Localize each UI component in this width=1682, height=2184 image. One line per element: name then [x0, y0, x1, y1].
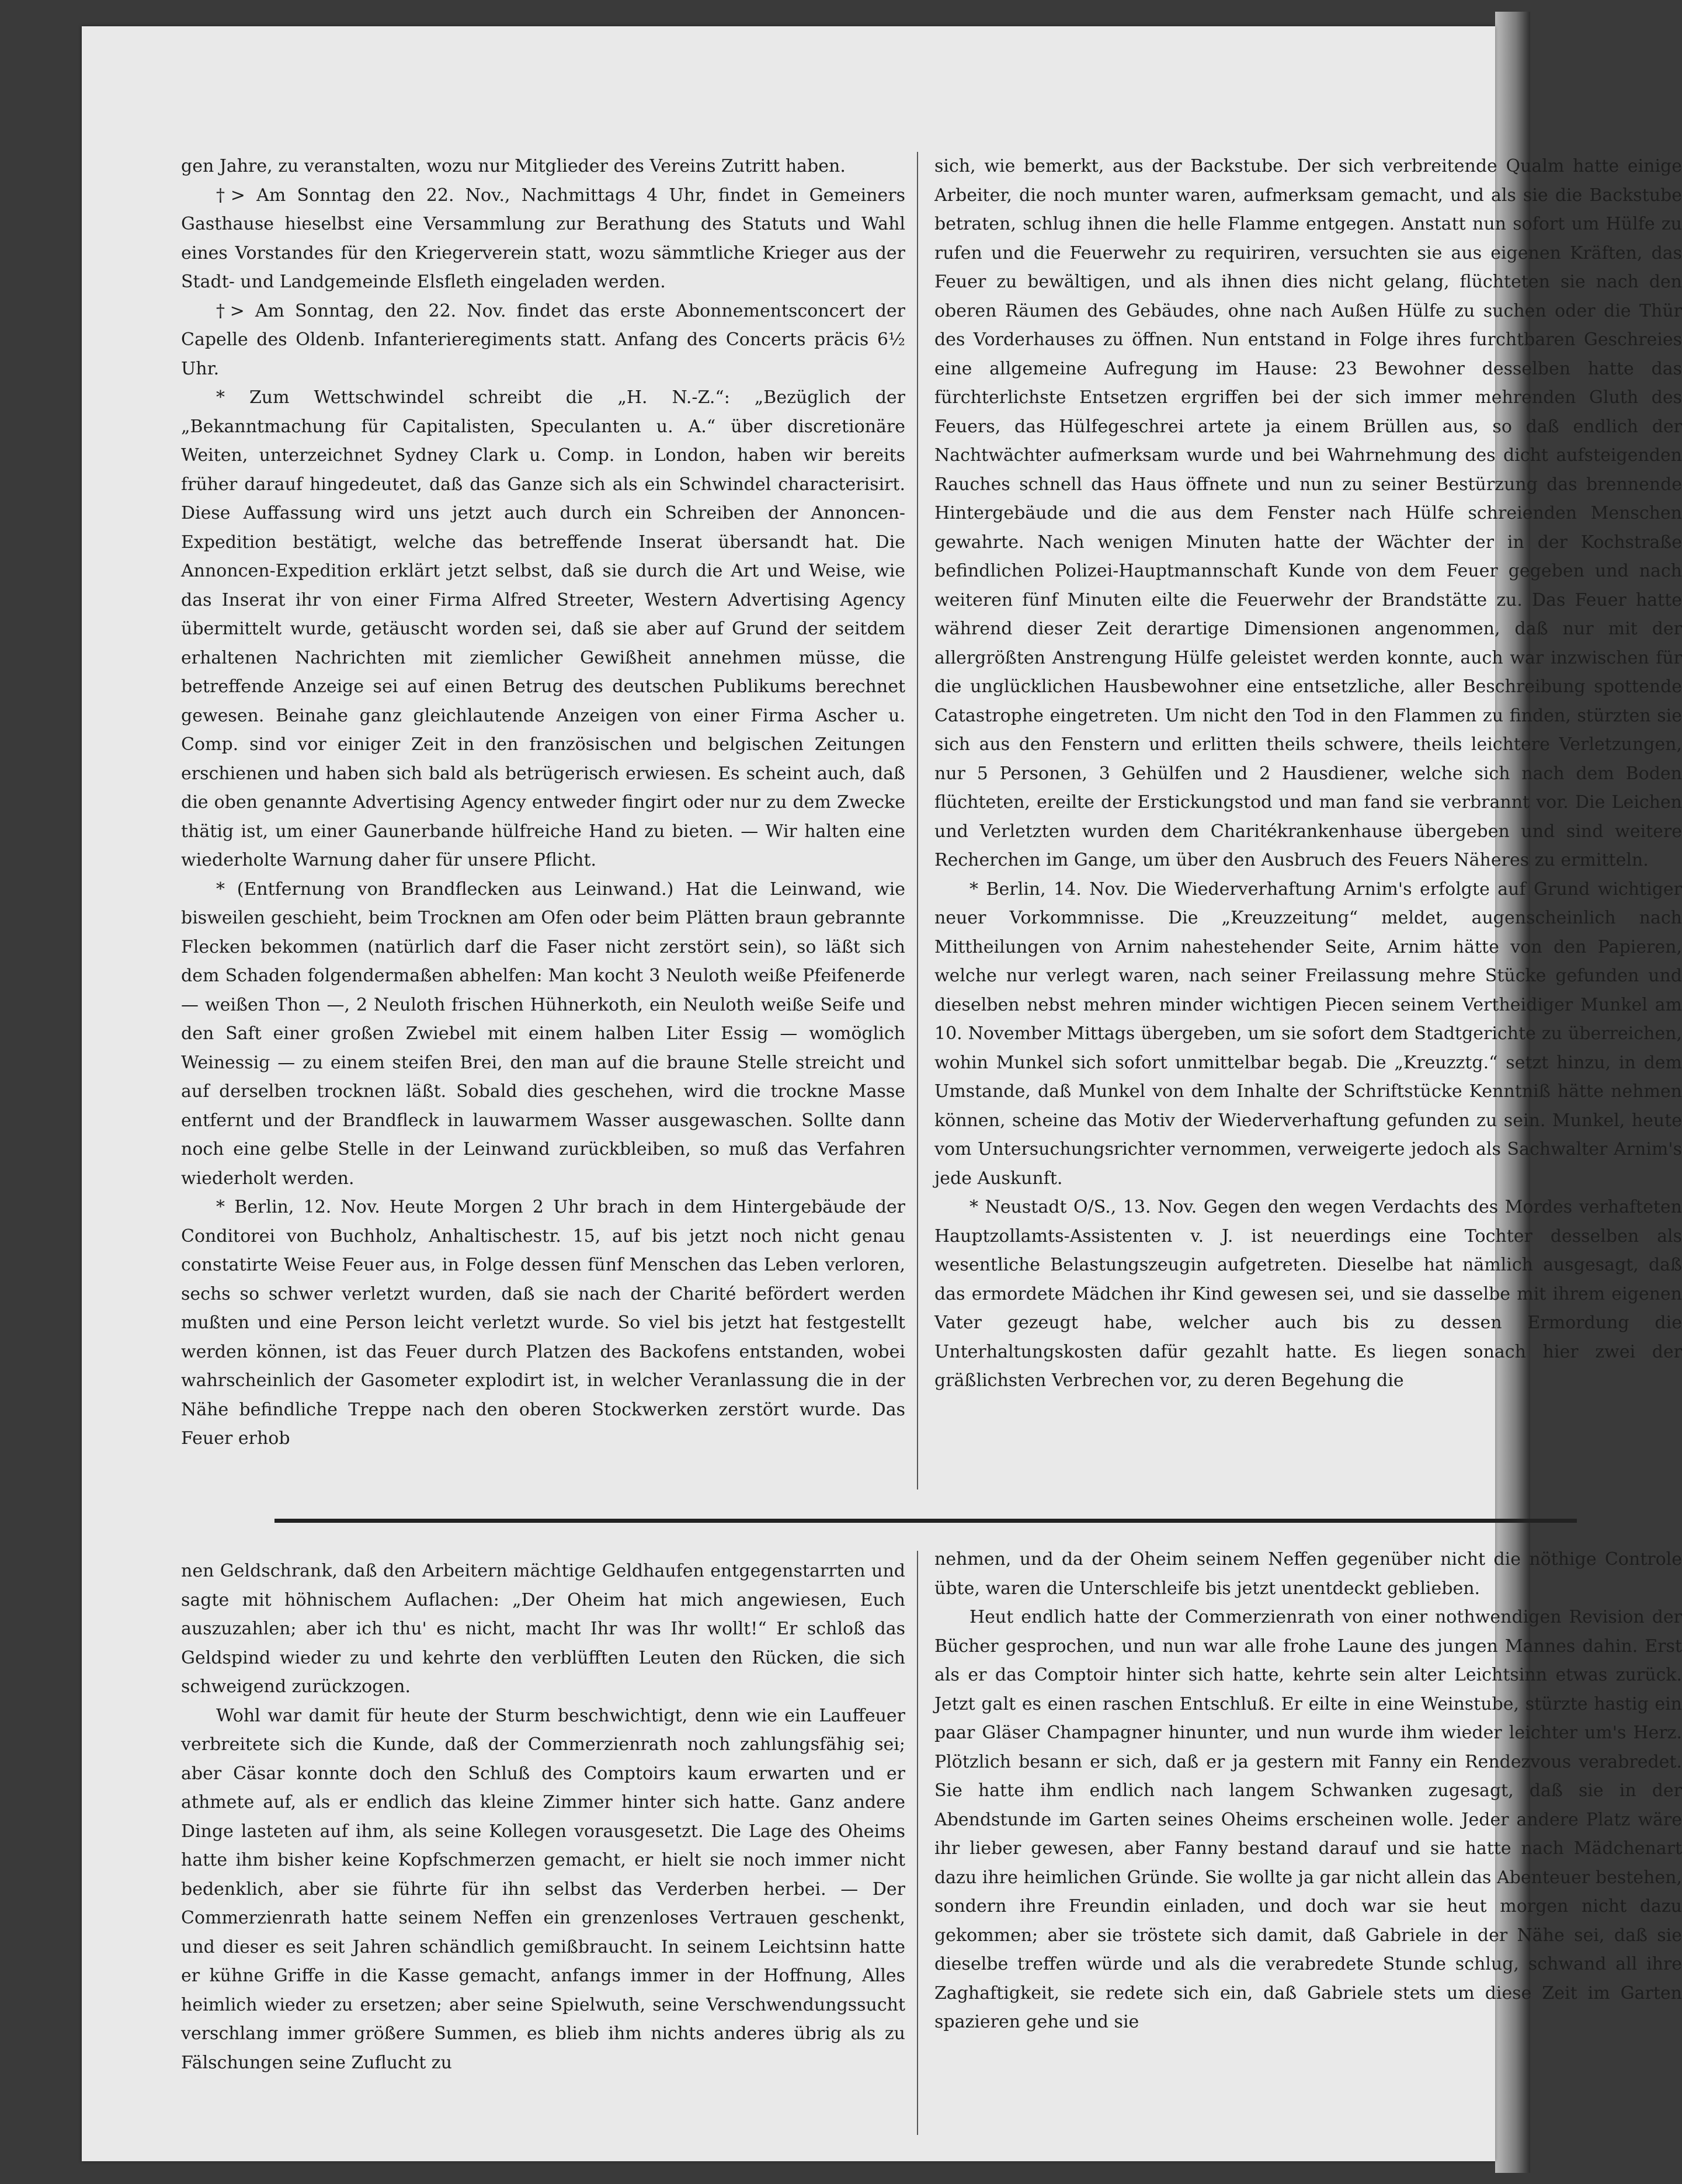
paragraph: sich, wie bemerkt, aus der Backstube. Der sich verbreitende Qualm hatte einige Arbeiter, die noch munter waren, aufmerksam gemacht, und als sie die Backstube betraten, schlug ihnen die helle Flamme entgegen. Anstatt nun sofort um Hülfe zu rufen und die Feuerwehr zu requiriren, versuchten sie aus eigenen Kräften, das Feuer zu bewältigen, und als ihnen dies nicht gelang, flüchteten sie nach den oberen Räumen des Gebäudes, ohne nach Außen Hülfe zu suchen oder die Thür des Vorderhauses zu öffnen. Nun entstand in Folge ihres furchtbaren Geschreies eine allgemeine Aufregung im Hause: 23 Bewohner desselben hatte das fürchterlichste Entsetzen ergriffen bei der sich immer mehrenden Gluth des Feuers, das Hülfegeschrei artete ja einem Brüllen aus, so daß endlich der Nachtwächter aufmerksam wurde und bei Wahrnehmung des dicht aufsteigenden Rauches schnell das Haus öffnete und nun zu seiner Bestürzung das brennende Hintergebäude und die aus dem Fenster nach Hülfe schreienden Menschen gewahrte. Nach wenigen Minuten hatte der Wächter der in der Kochstraße befindlichen Polizei-Hauptmannschaft Kunde von dem Feuer gegeben und nach weiteren fünf Minuten eilte die Feuerwehr der Brandstätte zu. Das Feuer hatte während dieser Zeit derartige Dimensionen angenommen, daß nur mit der allergrößten Anstrengung Hülfe geleistet werden konnte, auch war inzwischen für die unglücklichen Hausbewohner eine entsetzliche, aller Beschreibung spottende Catastrophe eingetreten. Um nicht den Tod in den Flammen zu finden, stürzten sie sich aus den Fenstern und erlitten theils schwere, theils leichtere Verletzungen, nur 5 Personen, 3 Gehülfen und 2 Hausdiener, welche sich nach dem Boden flüchteten, ereilte der Erstickungstod und man fand sie verbrannt vor. Die Leichen und Verletzten wurden dem Charitékrankenhause übergeben und sind weitere Recherchen im Gange, um über den Ausbruch des Feuers Näheres zu ermitteln.	[934, 156, 1682, 870]
paragraph: nehmen, und da der Oheim seinem Neffen gegenüber nicht die nöthige Controle übte, waren die Unterschleife bis jetzt unentdeckt geblieben.	[934, 1549, 1682, 1599]
column-top-right	[934, 152, 1682, 1395]
paragraph: * Neustadt O/S., 13. Nov. Gegen den wegen Verdachts des Mordes verhafteten Hauptzollamts-Assistenten v. J. ist neuerdings eine Tochter desselben als wesentliche Belastungszeugin aufgetreten. Dieselbe hat nämlich ausgesagt, daß das ermordete Mädchen ihr Kind gewesen sei, und sie dasselbe mit ihrem eigenen Vater gezeugt habe, welcher auch bis zu dessen Ermordung die Unterhaltungskosten dafür gezahlt hatte. Es liegen sonach hier zwei der gräßlichsten Verbrechen vor, zu deren Begehung die	[934, 1197, 1682, 1391]
paragraph: * Berlin, 12. Nov. Heute Morgen 2 Uhr brach in dem Hintergebäude der Conditorei von Buchholz, Anhaltischestr. 15, auf bis jetzt noch nicht genau constatirte Weise Feuer aus, in Folge dessen fünf Menschen das Leben verloren, sechs so schwer verletzt wurden, daß sie nach der Charité befördert werden mußten und eine Person leicht verletzt wurde. So viel bis jetzt hat festgestellt werden können, ist das Feuer durch Platzen des Backofens entstanden, wobei wahrscheinlich der Gasometer explodirt ist, in welcher Veranlassung die in der Nähe befindliche Treppe nach den oberen Stockwerken zerstört wurde. Das Feuer erhob	[181, 1197, 905, 1449]
paragraph: †> Am Sonntag den 22. Nov., Nachmittags 4 Uhr, findet in Gemeiners Gasthause hieselbst eine Versammlung zur Berathung des Statuts und Wahl eines Vorstandes für den Kriegerverein statt, wozu sämmtliche Krieger aus der Stadt- und Landgemeinde Elsfleth eingeladen werden.	[181, 185, 905, 292]
column-divider	[917, 152, 918, 1489]
column-divider	[917, 1551, 918, 2135]
paragraph: Wohl war damit für heute der Sturm beschwichtigt, denn wie ein Lauffeuer verbreitete sich die Kunde, daß der Commerzienrath noch zahlungsfähig sei; aber Cäsar konnte doch den Schluß des Comptoirs kaum erwarten und er athmete auf, als er endlich das kleine Zimmer hinter sich hatte. Ganz andere Dinge lasteten auf ihm, als seine Kollegen vorausgesetzt. Die Lage des Oheims hatte ihm bisher keine Kopfschmerzen gemacht, er hielt sie noch immer nicht bedenklich, aber sie führte für ihn selbst das Verderben herbei. — Der Commerzienrath hatte seinem Neffen ein grenzenloses Vertrauen geschenkt, und dieser es seit Jahren schändlich gemißbraucht. In seinem Leichtsinn hatte er kühne Griffe in die Kasse gemacht, anfangs immer in der Hoffnung, Alles heimlich wieder zu ersetzen; aber seine Spielwuth, seine Verschwendungssucht verschlang immer größere Summen, es blieb ihm nichts anderes übrig als zu Fälschungen seine Zuflucht zu	[181, 1705, 905, 2073]
column-top-left	[181, 152, 905, 1453]
paragraph: Heut endlich hatte der Commerzienrath von einer nothwendigen Revision der Bücher gesprochen, und nun war alle frohe Laune des jungen Mannes dahin. Erst als er das Comptoir hinter sich hatte, kehrte sein alter Leichtsinn etwas zurück. Jetzt galt es einen raschen Entschluß. Er eilte in eine Weinstube, stürzte hastig ein paar Gläser Champagner hinunter, und nun wurde ihm wieder leichter um's Herz. Plötzlich besann er sich, daß er ja gestern mit Fanny ein Rendezvous verabredet. Sie hatte ihm endlich nach langem Schwanken zugesagt, daß sie in der Abendstunde im Garten seines Oheims erscheinen wolle. Jeder andere Platz wäre ihr lieber gewesen, aber Fanny bestand darauf und sie hatte nach Mädchenart dazu ihre heimlichen Gründe. Sie wollte ja gar nicht allein das Abenteuer bestehen, sondern ihre Freundin einladen, und doch war sie heut morgen nicht dazu gekommen; aber sie tröstete sich damit, daß Gabriele in der Nähe sei, daß sie dieselbe treffen würde und als die verabredete Stunde schlug, schwand all ihre Zaghaftigkeit, sie redete sich ein, daß Gabriele stets um diese Zeit im Garten spazieren gehe und sie	[934, 1607, 1682, 2032]
paragraph: nen Geldschrank, daß den Arbeitern mächtige Geldhaufen entgegenstarrten und sagte mit höhnischem Auflachen: „Der Oheim hat mich angewiesen, Euch auszuzahlen; aber ich thu' es nicht, macht Ihr was Ihr wollt!“ Er schloß das Geldspind wieder zu und kehrte den verblüfften Leuten den Rücken, die sich schweigend zurückzogen.	[181, 1561, 905, 1697]
column-bottom-left	[181, 1557, 905, 2077]
newspaper-page	[82, 26, 1682, 2161]
section-separator-rule	[274, 1519, 1577, 1523]
paragraph: * (Entfernung von Brandflecken aus Leinwand.) Hat die Leinwand, wie bisweilen geschieht, beim Trocknen am Ofen oder beim Plätten braun gebrannte Flecken bekommen (natürlich darf die Faser nicht zerstört sein), so läßt sich dem Schaden folgendermaßen abhelfen: Man kocht 3 Neuloth weiße Pfeifenerde — weißen Thon —, 2 Neuloth frischen Hühnerkoth, ein Neuloth weiße Seife und den Saft einer großen Zwiebel mit einem halben Liter Essig — womöglich Weinessig — zu einem steifen Brei, den man auf die braune Stelle streicht und auf derselben trocknen läßt. Sobald dies geschehen, wird die trockne Masse entfernt und der Brandfleck in lauwarmem Wasser ausgewaschen. Sollte dann noch eine gelbe Stelle in der Leinwand zurückbleiben, so muß das Verfahren wiederholt werden.	[181, 879, 905, 1189]
paragraph: * Berlin, 14. Nov. Die Wiederverhaftung Arnim's erfolgte auf Grund wichtiger neuer Vorkommnisse. Die „Kreuzzeitung“ meldet, augenscheinlich nach Mittheilungen von Arnim nahestehender Seite, Arnim hätte von den Papieren, welche nur verlegt waren, nach seiner Freilassung mehre Stücke gefunden und dieselben nebst mehren minder wichtigen Piecen seinem Vertheidiger Munkel am 10. November Mittags übergeben, um sie sofort dem Stadtgerichte zu überreichen, wohin Munkel sich sofort unmittelbar begab. Die „Kreuzztg.“ setzt hinzu, in dem Umstande, daß Munkel von dem Inhalte der Schriftstücke Kenntniß hätte nehmen können, scheine das Motiv der Wiederverhaftung gefunden zu sein. Munkel, heute vom Untersuchungsrichter vernommen, verweigerte jedoch als Sachwalter Arnim's jede Auskunft.	[934, 879, 1682, 1189]
paragraph: †> Am Sonntag, den 22. Nov. findet das erste Abonnementsconcert der Capelle des Oldenb. Infanterieregiments statt. Anfang des Concerts präcis 6½ Uhr.	[181, 300, 905, 379]
paragraph: * Zum Wettschwindel schreibt die „H. N.-Z.“: „Bezüglich der „Bekanntmachung für Capitalisten, Speculanten u. A.“ über discretionäre Weiten, unterzeichnet Sydney Clark u. Comp. in London, haben wir bereits früher darauf hingedeutet, daß das Ganze sich als ein Schwindel characterisirt. Diese Auffassung wird uns jetzt auch durch ein Schreiben der Annoncen-Expedition bestätigt, welche das betreffende Inserat übersandt hat. Die Annoncen-Expedition erklärt jetzt selbst, daß sie durch die Art und Weise, wie das Inserat ihr von einer Firma Alfred Streeter, Western Advertising Agency übermittelt wurde, getäuscht worden sei, daß sie aber auf Grund der seitdem erhaltenen Nachrichten mit ziemlicher Gewißheit annehmen müsse, die betreffende Anzeige sei auf einen Betrug des deutschen Publikums berechnet gewesen. Beinahe ganz gleichlautende Anzeigen von einer Firma Ascher u. Comp. sind vor einiger Zeit in den französischen und belgischen Zeitungen erschienen und haben sich bald als betrügerisch erwiesen. Es scheint auch, daß die oben genannte Advertising Agency entweder fingirt oder nur zu dem Zwecke thätig ist, um einer Gaunerbande hülfreiche Hand zu bieten. — Wir halten eine wiederholte Warnung daher für unsere Pflicht.	[181, 387, 905, 870]
paragraph: gen Jahre, zu veranstalten, wozu nur Mitglieder des Vereins Zutritt haben.	[181, 156, 846, 176]
column-bottom-right	[934, 1545, 1682, 2037]
